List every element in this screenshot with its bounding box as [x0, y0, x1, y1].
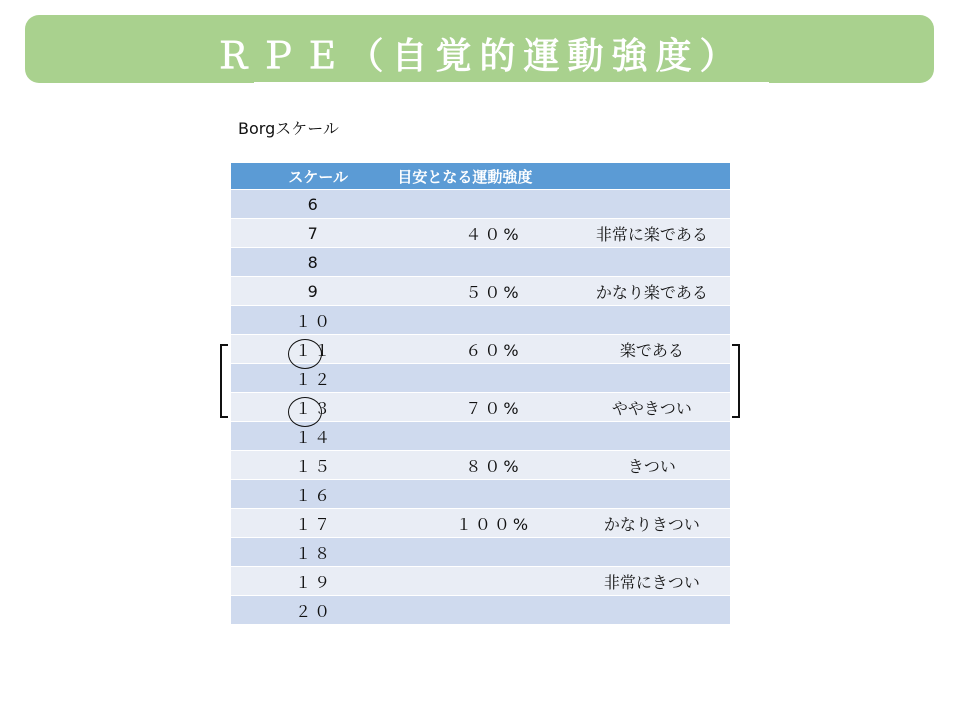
scale-cell: １４ [231, 421, 397, 450]
table-row [231, 595, 730, 624]
table-row [231, 566, 730, 595]
scale-cell: １８ [231, 537, 397, 566]
scale-cell: 9 [231, 276, 397, 305]
percent-cell [397, 479, 563, 508]
scale-cell: １３ [231, 392, 397, 421]
table-row [231, 479, 730, 508]
circle-highlight-13 [288, 397, 322, 427]
title-banner [25, 15, 934, 83]
percent-cell: ５０% [397, 276, 563, 305]
description-cell [564, 305, 730, 334]
percent-cell: ８０% [397, 450, 563, 479]
description-cell [564, 479, 730, 508]
percent-cell [397, 421, 563, 450]
scale-cell: １１ [231, 334, 397, 363]
description-cell [564, 189, 730, 218]
table-row [231, 537, 730, 566]
table-row [231, 305, 730, 334]
header-guide: 目安となる運動強度 [397, 163, 730, 189]
table-row [231, 276, 730, 305]
description-cell: ややきつい [564, 392, 730, 421]
scale-cell: ２０ [231, 595, 397, 624]
description-cell [564, 595, 730, 624]
percent-cell [397, 189, 563, 218]
percent-cell: ４０% [397, 218, 563, 247]
percent-cell [397, 537, 563, 566]
scale-cell: １０ [231, 305, 397, 334]
description-cell [564, 421, 730, 450]
page-title: ＲＰＥ（自覚的運動強度） [215, 36, 744, 77]
scale-cell: １６ [231, 479, 397, 508]
percent-cell [397, 595, 563, 624]
scale-cell: １２ [231, 363, 397, 392]
percent-cell [397, 305, 563, 334]
scale-cell: １７ [231, 508, 397, 537]
description-cell [564, 247, 730, 276]
rpe-table [231, 163, 730, 624]
scale-cell: 6 [231, 189, 397, 218]
description-cell: かなり楽である [564, 276, 730, 305]
description-cell: 非常に楽である [564, 218, 730, 247]
percent-cell [397, 247, 563, 276]
table-row [231, 450, 730, 479]
percent-cell: １００% [397, 508, 563, 537]
table-row [231, 218, 730, 247]
percent-cell [397, 566, 563, 595]
scale-cell: １９ [231, 566, 397, 595]
scale-cell: 8 [231, 247, 397, 276]
table-row [231, 508, 730, 537]
description-cell: きつい [564, 450, 730, 479]
title-underline [254, 82, 769, 84]
description-cell: かなりきつい [564, 508, 730, 537]
range-bracket-left [220, 344, 228, 418]
percent-cell [397, 363, 563, 392]
percent-cell: ６０% [397, 334, 563, 363]
subtitle: Borgスケール [238, 119, 339, 138]
description-cell: 楽である [564, 334, 730, 363]
scale-cell: 7 [231, 218, 397, 247]
header-scale: スケール [231, 163, 397, 189]
description-cell: 非常にきつい [564, 566, 730, 595]
circle-highlight-11 [288, 339, 322, 369]
description-cell [564, 363, 730, 392]
table-row [231, 189, 730, 218]
table-row [231, 247, 730, 276]
table-header-row [231, 163, 730, 189]
scale-cell: １５ [231, 450, 397, 479]
percent-cell: ７０% [397, 392, 563, 421]
range-bracket-right [732, 344, 740, 418]
description-cell [564, 537, 730, 566]
